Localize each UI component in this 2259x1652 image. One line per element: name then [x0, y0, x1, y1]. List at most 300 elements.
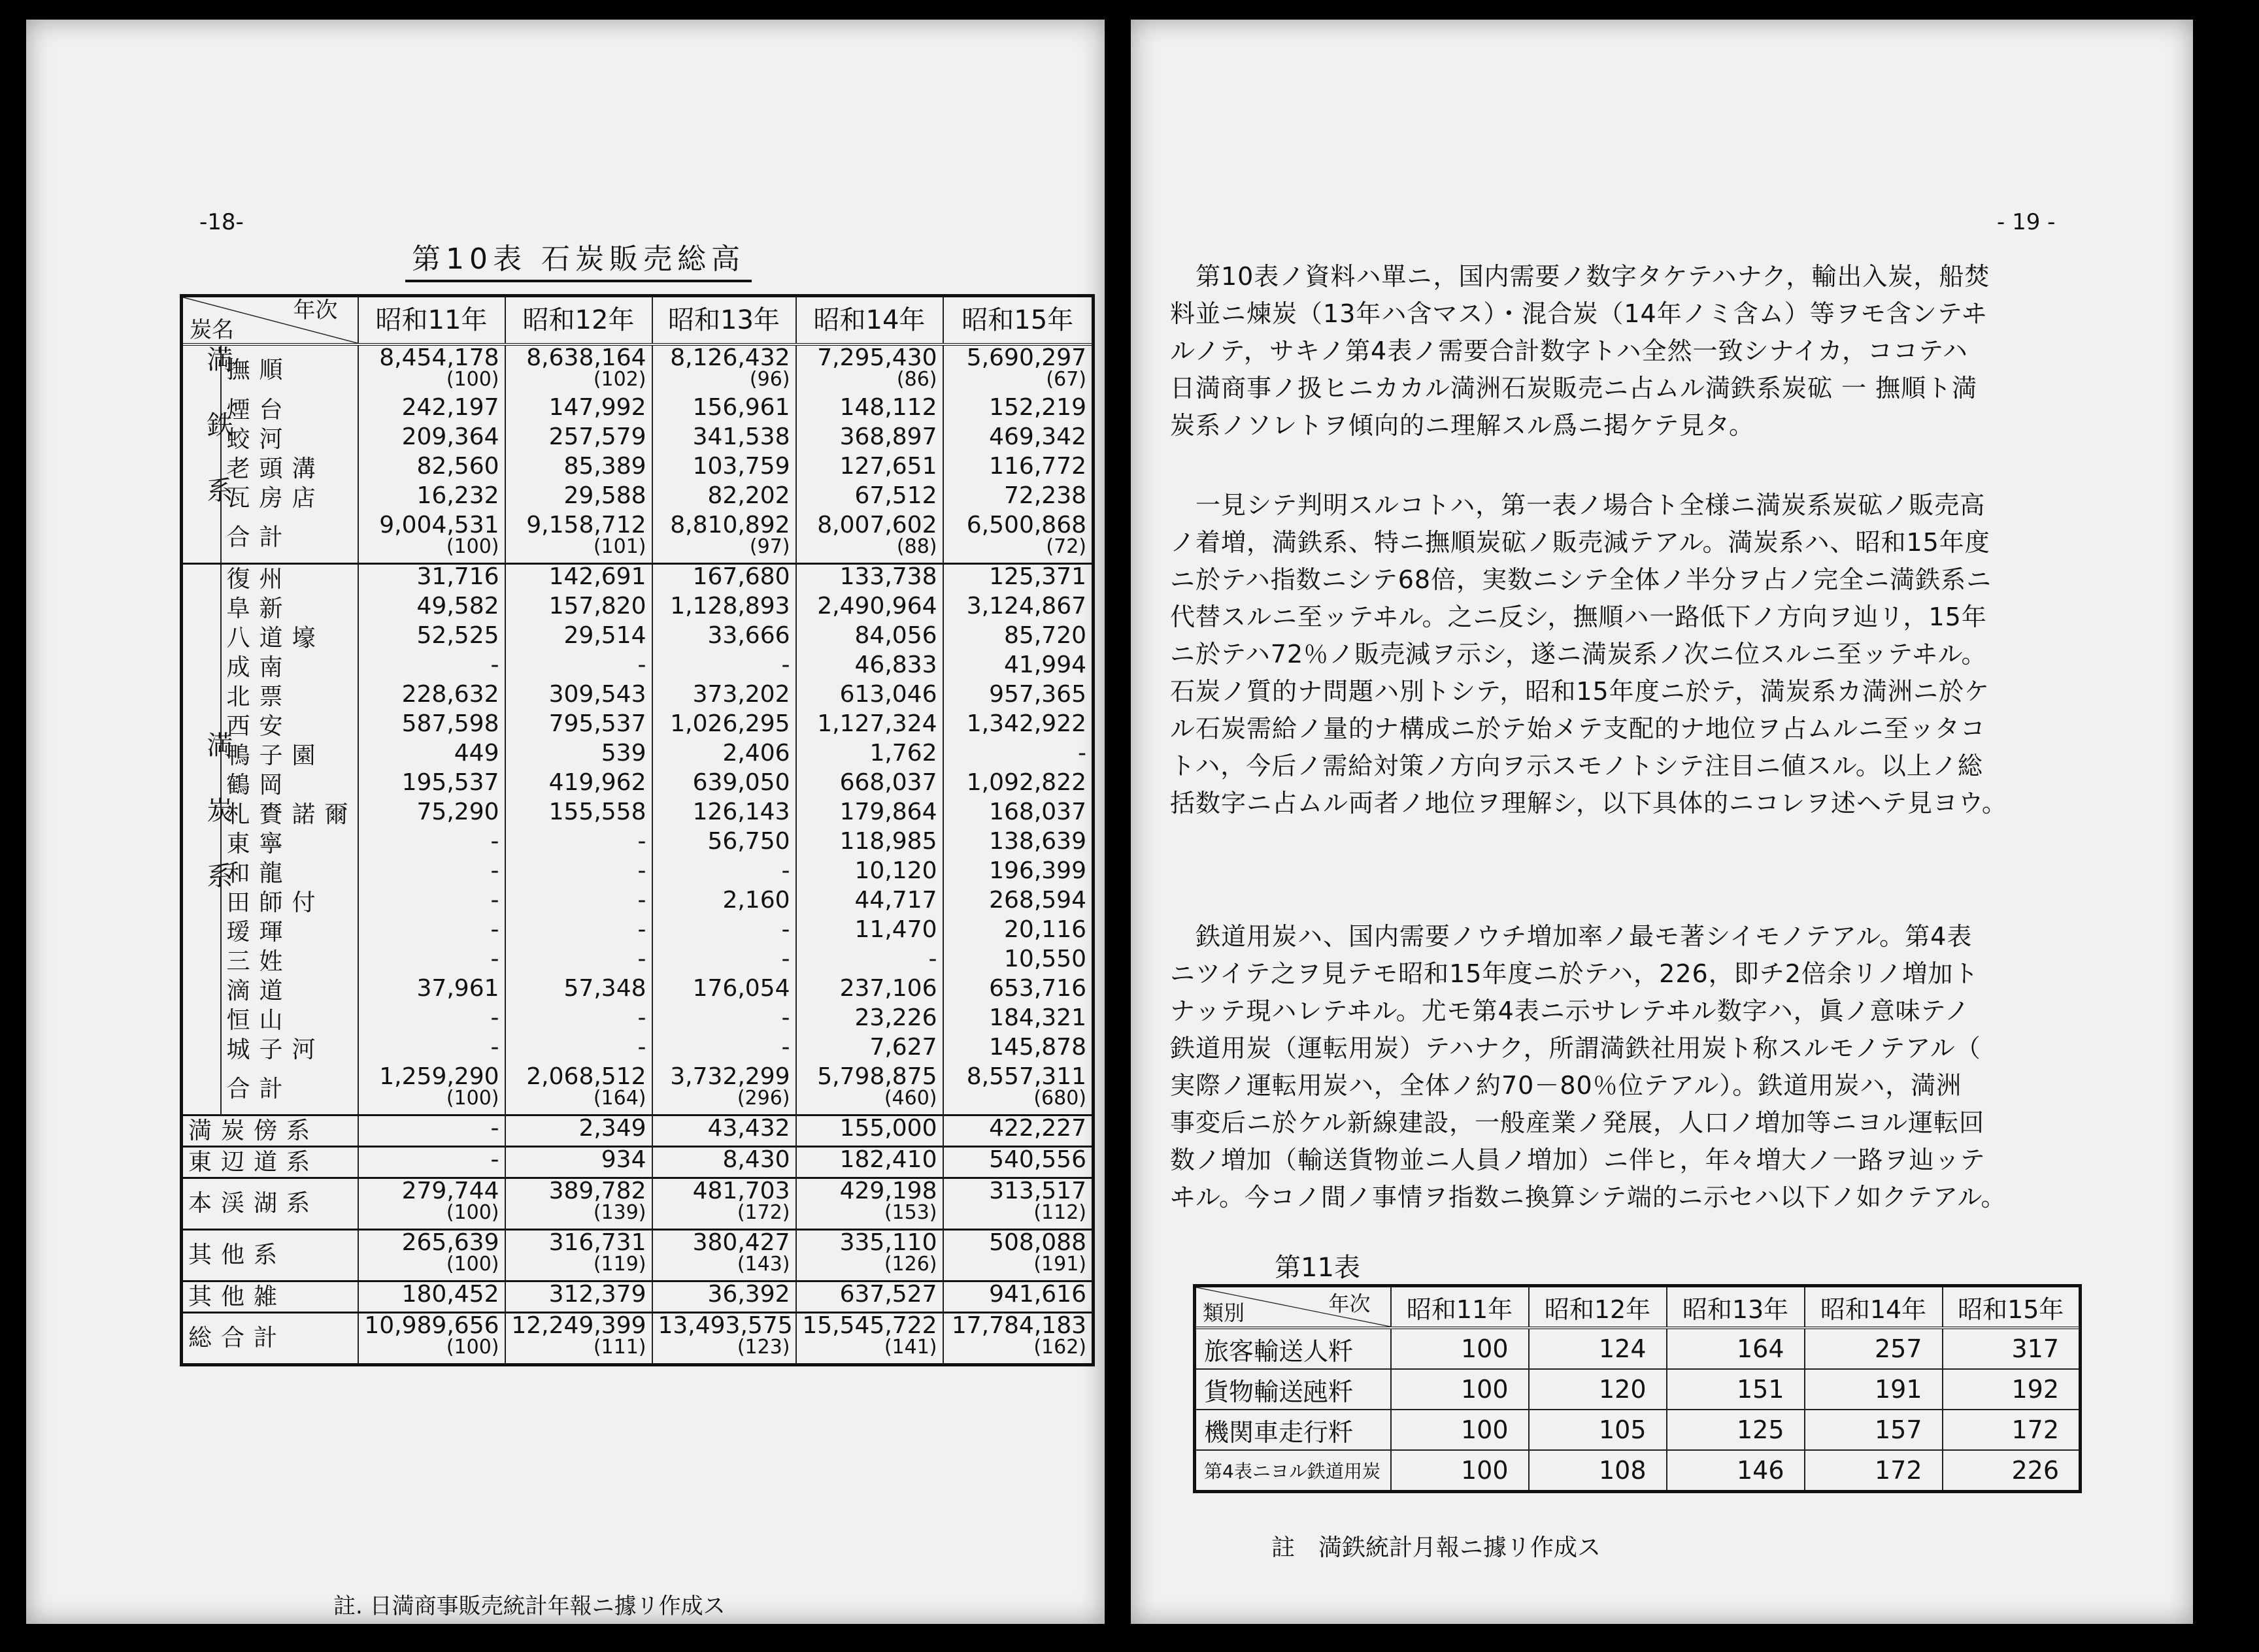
sales-value: -: [637, 828, 646, 855]
value-cell: [358, 917, 505, 947]
row-label: 東寧: [226, 830, 292, 857]
sales-value: 10,989,656: [364, 1312, 499, 1339]
paragraph: [1170, 258, 2164, 444]
value-cell: [358, 947, 505, 976]
table-row: [182, 1035, 1094, 1065]
sales-value: 1,127,324: [817, 710, 937, 737]
value-cell: [358, 976, 505, 1006]
table-row: [182, 344, 1094, 395]
value-cell: [652, 829, 796, 859]
value-cell: [505, 653, 652, 682]
table-row: [182, 682, 1094, 712]
coal-mine-name: [221, 454, 358, 484]
coal-mine-name: [221, 395, 358, 425]
value-cell: [943, 1006, 1094, 1035]
value-cell: [505, 947, 652, 976]
text-line: 日満商事ノ扱ヒニカカル満洲石炭販売ニ占ムル満鉄系炭砿 一 撫順ト満: [1170, 374, 1978, 403]
index-value: (72): [1046, 535, 1086, 558]
value-cell: [505, 741, 652, 770]
table-10-coal-sales: [180, 294, 1095, 1366]
value-cell: [358, 1147, 505, 1178]
sales-value: 125,371: [989, 563, 1086, 590]
value-cell: [796, 947, 943, 976]
sales-value: -: [490, 1034, 499, 1061]
value-cell: [652, 1281, 796, 1313]
value-cell: [505, 1230, 652, 1281]
coal-mine-name: [221, 829, 358, 859]
row-label: 旅客輸送人粁: [1195, 1328, 1391, 1369]
value-cell: [358, 1313, 505, 1365]
value-cell: [943, 917, 1094, 947]
sales-value: 20,116: [1004, 916, 1086, 943]
value-cell: [943, 1115, 1094, 1147]
sales-value: 49,582: [416, 593, 499, 620]
value-cell: [943, 859, 1094, 888]
sales-value: 67,512: [854, 482, 937, 509]
value-cell: [505, 712, 652, 741]
index-value: (100): [446, 535, 499, 558]
sales-value: -: [781, 857, 790, 884]
sales-value: -: [490, 1115, 499, 1142]
sales-value: 587,598: [401, 710, 499, 737]
coal-mine-name: [182, 1115, 358, 1147]
sales-value: 941,616: [989, 1281, 1086, 1308]
value-cell: [358, 829, 505, 859]
coal-mine-name: [221, 947, 358, 976]
year-header: 昭和14年: [796, 296, 943, 345]
table-row: [182, 1006, 1094, 1035]
value-cell: [358, 800, 505, 829]
value-cell: [505, 829, 652, 859]
index-value: (100): [446, 368, 499, 391]
text-line: 括数字ニ占ムル両者ノ地位ヲ理解シ，以下具体的ニコレヲ述ヘテ見ヨウ。: [1170, 789, 2007, 818]
index-value: 120: [1529, 1369, 1667, 1410]
sales-value: 419,962: [548, 769, 646, 796]
index-value: (680): [1033, 1087, 1086, 1110]
value-cell: [796, 395, 943, 425]
value-cell: [652, 425, 796, 454]
sales-value: -: [637, 887, 646, 914]
sales-value: -: [490, 828, 499, 855]
sales-value: 168,037: [989, 799, 1086, 825]
sales-value: 2,490,964: [817, 593, 937, 620]
value-cell: [505, 1065, 652, 1115]
year-header: 昭和11年: [1391, 1286, 1529, 1329]
table-row: [1195, 1369, 2081, 1410]
index-value: 100: [1391, 1369, 1529, 1410]
index-value: (100): [446, 1087, 499, 1110]
sales-value: 2,068,512: [526, 1063, 646, 1090]
value-cell: [796, 344, 943, 395]
sales-value: 17,784,183: [951, 1312, 1086, 1339]
sales-value: 10,120: [854, 857, 937, 884]
sales-value: 85,389: [563, 453, 646, 480]
value-cell: [943, 653, 1094, 682]
group-label-text: 満炭系: [203, 731, 233, 927]
sales-value: 43,432: [707, 1115, 790, 1142]
value-cell: [358, 770, 505, 800]
text-line: ニ於テハ指数ニシテ68倍，実数ニシテ全体ノ半分ヲ占ノ完全ニ満鉄系ニ: [1170, 565, 1992, 594]
coal-mine-name: [221, 623, 358, 653]
index-value: 151: [1667, 1369, 1805, 1410]
value-cell: [652, 800, 796, 829]
text-line: 事変后ニ於ケル新線建設，一般産業ノ発展，人口ノ増加等ニヨル運転回: [1170, 1108, 1985, 1137]
value-cell: [505, 1281, 652, 1313]
value-cell: [796, 1006, 943, 1035]
sales-value: 9,158,712: [526, 512, 646, 538]
text-line: ルノテ，サキノ第4表ノ需要合計数字トハ全然一致シナイカ，ココテハ: [1170, 337, 1968, 365]
value-cell: [652, 1147, 796, 1178]
index-value: (88): [896, 535, 937, 558]
sales-value: 29,588: [563, 482, 646, 509]
sales-value: 242,197: [401, 394, 499, 421]
sales-value: 237,106: [839, 975, 937, 1002]
value-cell: [943, 1035, 1094, 1065]
value-cell: [652, 653, 796, 682]
sales-value: 934: [601, 1146, 646, 1173]
index-value: (153): [884, 1201, 937, 1224]
index-value: (126): [884, 1253, 937, 1276]
value-cell: [943, 682, 1094, 712]
sales-value: 148,112: [839, 394, 937, 421]
table-row: [182, 976, 1094, 1006]
value-cell: [358, 653, 505, 682]
value-cell: [796, 513, 943, 564]
sales-value: 613,046: [839, 681, 937, 708]
sales-value: 127,651: [839, 453, 937, 480]
value-cell: [505, 800, 652, 829]
table-row: [182, 1230, 1094, 1281]
sales-value: 8,007,602: [817, 512, 937, 538]
sales-value: 6,500,868: [966, 512, 1086, 538]
value-cell: [505, 564, 652, 595]
text-line: ナッテ現ハレテヰル。尤モ第4表ニ示サレテヰル数字ハ，眞ノ意味テノ: [1170, 997, 1970, 1025]
sales-value: 2,406: [722, 740, 790, 767]
row-label: 鴨子園: [226, 742, 325, 769]
sales-value: 316,731: [548, 1229, 646, 1256]
row-label: 総合計: [188, 1325, 287, 1351]
index-value: (100): [446, 1336, 499, 1359]
sales-value: 380,427: [692, 1229, 790, 1256]
sales-value: 341,538: [692, 423, 790, 450]
row-label: 貨物輸送瓲粁: [1195, 1369, 1391, 1410]
value-cell: [796, 976, 943, 1006]
sales-value: -: [781, 916, 790, 943]
table-row: [1195, 1450, 2081, 1492]
value-cell: [796, 623, 943, 653]
sales-value: 126,143: [692, 799, 790, 825]
row-label: 和龍: [226, 859, 292, 887]
corner-col-label: 類別: [1203, 1300, 1245, 1325]
value-cell: [796, 425, 943, 454]
sales-value: 12,249,399: [511, 1312, 646, 1339]
index-value: (112): [1033, 1201, 1086, 1224]
sales-value: 145,878: [989, 1034, 1086, 1061]
value-cell: [652, 859, 796, 888]
index-value: (101): [593, 535, 646, 558]
row-label: 阜新: [226, 595, 292, 622]
sales-value: -: [637, 857, 646, 884]
value-cell: [652, 344, 796, 395]
year-header: 昭和12年: [505, 296, 652, 345]
value-cell: [943, 1178, 1094, 1230]
sales-value: 1,762: [869, 740, 937, 767]
value-cell: [796, 1035, 943, 1065]
sales-value: -: [781, 1034, 790, 1061]
value-cell: [652, 1230, 796, 1281]
page-number: - 19 -: [1997, 209, 2056, 235]
table-row: [182, 484, 1094, 513]
index-value: 157: [1805, 1410, 1943, 1450]
sales-value: 653,716: [989, 975, 1086, 1002]
table-row: [182, 770, 1094, 800]
coal-mine-name: [221, 712, 358, 741]
value-cell: [358, 623, 505, 653]
index-value: 125: [1667, 1410, 1805, 1450]
sales-value: -: [490, 1004, 499, 1031]
value-cell: [505, 917, 652, 947]
sales-value: 41,994: [1004, 652, 1086, 678]
value-cell: [943, 344, 1094, 395]
sales-value: 11,470: [854, 916, 937, 943]
index-value: (191): [1033, 1253, 1086, 1276]
value-cell: [505, 454, 652, 484]
sales-value: 795,537: [548, 710, 646, 737]
sales-value: 8,810,892: [670, 512, 790, 538]
sales-value: 481,703: [692, 1178, 790, 1204]
value-cell: [358, 712, 505, 741]
index-value: (141): [884, 1336, 937, 1359]
index-value: 226: [1943, 1450, 2081, 1492]
sales-value: 155,000: [839, 1115, 937, 1142]
index-value: (102): [593, 368, 646, 391]
corner-row-label: 年次: [293, 297, 338, 323]
coal-mine-name: [221, 653, 358, 682]
value-cell: [652, 741, 796, 770]
sales-value: 368,897: [839, 423, 937, 450]
text-line: ヰル。今コノ間ノ事情ヲ指数ニ換算シテ端的ニ示セハ以下ノ如クテアル。: [1170, 1183, 2007, 1212]
year-header: 昭和13年: [652, 296, 796, 345]
text-line: 数ノ増加（輸送貨物並ニ人員ノ増加）ニ伴ヒ，年々増大ノ一路ヲ辿ッテ: [1170, 1146, 1986, 1174]
value-cell: [652, 976, 796, 1006]
row-label: 三姓: [226, 948, 292, 975]
value-cell: [652, 1178, 796, 1230]
value-cell: [505, 425, 652, 454]
sales-value: 75,290: [416, 799, 499, 825]
value-cell: [943, 1230, 1094, 1281]
corner-col-label: 炭名: [190, 317, 234, 343]
value-cell: [796, 454, 943, 484]
sales-value: -: [637, 1004, 646, 1031]
value-cell: [943, 594, 1094, 623]
sales-value: 196,399: [989, 857, 1086, 884]
sales-value: -: [637, 916, 646, 943]
value-cell: [358, 454, 505, 484]
text-line: ニ於テハ72％ノ販売減ヲ示シ，遂ニ満炭系ノ次ニ位スルニ至ッテヰル。: [1170, 640, 1987, 669]
value-cell: [505, 770, 652, 800]
sales-value: 639,050: [692, 769, 790, 796]
sales-value: 31,716: [416, 563, 499, 590]
sales-value: 176,054: [692, 975, 790, 1002]
sales-value: 167,680: [692, 563, 790, 590]
coal-mine-name: [221, 682, 358, 712]
row-label: 田師付: [226, 889, 325, 916]
coal-mine-name: [221, 1065, 358, 1115]
row-label: 其他雑: [188, 1283, 287, 1310]
row-label: 城子河: [226, 1036, 325, 1063]
table-row: [182, 741, 1094, 770]
value-cell: [358, 425, 505, 454]
value-cell: [943, 741, 1094, 770]
sales-value: 3,124,867: [966, 593, 1086, 620]
coal-mine-name: [221, 564, 358, 595]
row-label: 滴道: [226, 977, 292, 1004]
index-value: 192: [1943, 1369, 2081, 1410]
row-label: 鶴岡: [226, 771, 292, 799]
index-value: (100): [446, 1201, 499, 1224]
index-value: 100: [1391, 1450, 1529, 1492]
value-cell: [505, 1035, 652, 1065]
sales-value: -: [781, 1004, 790, 1031]
sales-value: -: [928, 946, 937, 972]
value-cell: [652, 594, 796, 623]
row-label: 合計: [226, 524, 292, 551]
sales-value: 33,666: [707, 622, 790, 649]
table-row: [182, 800, 1094, 829]
table-row: [182, 712, 1094, 741]
value-cell: [796, 859, 943, 888]
value-cell: [943, 947, 1094, 976]
sales-value: 209,364: [401, 423, 499, 450]
row-label: 八道壕: [226, 624, 325, 652]
sales-value: 8,557,311: [966, 1063, 1086, 1090]
value-cell: [796, 1065, 943, 1115]
index-value: (164): [593, 1087, 646, 1110]
sales-value: -: [490, 1146, 499, 1173]
value-cell: [505, 888, 652, 917]
sales-value: 182,410: [839, 1146, 937, 1173]
sales-value: 257,579: [548, 423, 646, 450]
corner-row-label: 年次: [1328, 1291, 1371, 1316]
sales-value: 72,238: [1004, 482, 1086, 509]
text-line: 実際ノ運転用炭ハ，全体ノ約70－80％位テアル）。鉄道用炭ハ，満洲: [1170, 1071, 1962, 1100]
coal-mine-name: [182, 1230, 358, 1281]
value-cell: [505, 1178, 652, 1230]
sales-value: 313,517: [989, 1178, 1086, 1204]
table-row: [182, 1147, 1094, 1178]
sales-value: 133,738: [839, 563, 937, 590]
value-cell: [358, 564, 505, 595]
value-cell: [796, 888, 943, 917]
value-cell: [943, 888, 1094, 917]
row-label: 札賚諾爾: [226, 801, 358, 828]
value-cell: [943, 484, 1094, 513]
table-10-note: 註. 日満商事販売統計年報ニ據リ作成ス: [333, 1593, 726, 1619]
index-value: (172): [737, 1201, 790, 1224]
row-label: 成南: [226, 653, 292, 681]
sales-value: -: [781, 946, 790, 972]
value-cell: [796, 1281, 943, 1313]
value-cell: [943, 829, 1094, 859]
table-row: [182, 1313, 1094, 1365]
sales-value: 116,772: [989, 453, 1086, 480]
table-row: [182, 1281, 1094, 1313]
sales-value: 37,961: [416, 975, 499, 1002]
coal-mine-name: [221, 741, 358, 770]
sales-value: 85,720: [1004, 622, 1086, 649]
value-cell: [796, 1230, 943, 1281]
value-cell: [796, 1147, 943, 1178]
group-label: [182, 564, 233, 1115]
coal-mine-name: [182, 1178, 358, 1230]
index-value: 172: [1943, 1410, 2081, 1450]
year-header: 昭和15年: [1943, 1286, 2081, 1329]
sales-value: 152,219: [989, 394, 1086, 421]
sales-value: 429,198: [839, 1178, 937, 1204]
value-cell: [652, 513, 796, 564]
value-cell: [652, 712, 796, 741]
table-10-title: 第10表 石炭販売総高: [405, 235, 752, 282]
value-cell: [505, 594, 652, 623]
table-header-row: [1195, 1286, 2081, 1329]
sales-value: 147,992: [548, 394, 646, 421]
index-value: 317: [1943, 1328, 2081, 1369]
value-cell: [943, 425, 1094, 454]
value-cell: [796, 741, 943, 770]
coal-mine-name: [221, 888, 358, 917]
sales-value: -: [490, 887, 499, 914]
index-value: (119): [593, 1253, 646, 1276]
sales-value: 1,092,822: [966, 769, 1086, 796]
value-cell: [943, 513, 1094, 564]
text-line: ニツイテ之ヲ見テモ昭和15年度ニ於テハ，226，即チ2倍余リノ増加ト: [1170, 959, 1979, 988]
value-cell: [796, 682, 943, 712]
value-cell: [505, 1115, 652, 1147]
sales-value: 15,545,722: [802, 1312, 937, 1339]
table-row: [182, 623, 1094, 653]
value-cell: [505, 859, 652, 888]
table-11-railway-indices: [1193, 1284, 2082, 1493]
sales-value: 57,348: [563, 975, 646, 1002]
sales-value: 138,639: [989, 828, 1086, 855]
index-value: (111): [593, 1336, 646, 1359]
value-cell: [652, 1313, 796, 1365]
table-row: [182, 888, 1094, 917]
row-label: 機関車走行粁: [1195, 1410, 1391, 1450]
text-line: ル石炭需給ノ量的ナ構成ニ於テ始メテ支配的ナ地位ヲ占ムルニ至ッタコ: [1170, 714, 1986, 743]
sales-value: -: [781, 652, 790, 678]
value-cell: [358, 1035, 505, 1065]
value-cell: [358, 1230, 505, 1281]
value-cell: [652, 1115, 796, 1147]
sales-value: 23,226: [854, 1004, 937, 1031]
value-cell: [652, 1035, 796, 1065]
index-value: (296): [737, 1087, 790, 1110]
text-line: 石炭ノ質的ナ問題ハ別トシテ，昭和15年度ニ於テ，満炭系カ満洲ニ於ケ: [1170, 677, 1990, 706]
sales-value: 46,833: [854, 652, 937, 678]
value-cell: [943, 770, 1094, 800]
value-cell: [796, 800, 943, 829]
value-cell: [358, 484, 505, 513]
sales-value: 373,202: [692, 681, 790, 708]
sales-value: 7,295,430: [817, 344, 937, 371]
sales-value: -: [490, 652, 499, 678]
sales-value: 540,556: [989, 1146, 1086, 1173]
sales-value: 195,537: [401, 769, 499, 796]
sales-value: 82,560: [416, 453, 499, 480]
value-cell: [652, 484, 796, 513]
sales-value: 668,037: [839, 769, 937, 796]
